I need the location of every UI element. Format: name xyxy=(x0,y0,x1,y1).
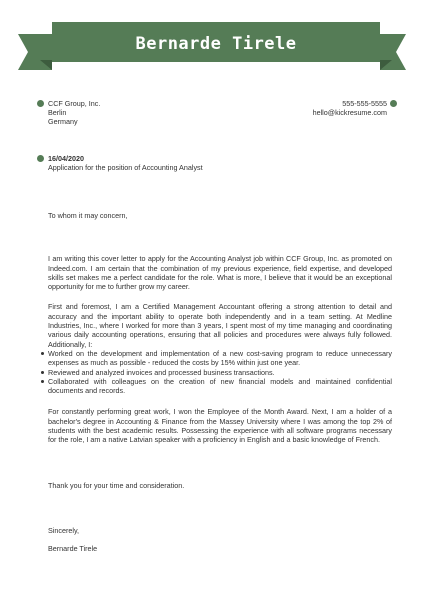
letter-body xyxy=(48,211,392,554)
achievement-list xyxy=(48,349,392,395)
date-bullet-dot xyxy=(37,155,44,162)
date-subject-block xyxy=(48,154,203,172)
sender-country: Germany xyxy=(48,117,78,127)
letter-subject: Application for the position of Accounting Analyst xyxy=(48,163,203,173)
letter-paragraph-1: I am writing this cover letter to apply for the Accounting Analyst job within CCF Group, Inc. as promoted on Indeed.com. I am certain that the combination of my previous experience, field expertise, and developed skills set makes me a perfect candidate for the role. What is more, I believe that it would be an exceptional opportunity for me to further grow my career. xyxy=(48,254,392,292)
sender-address xyxy=(48,99,100,127)
letter-thanks: Thank you for your time and consideration. xyxy=(48,480,185,490)
contact-phone: 555-555-5555 xyxy=(342,99,387,108)
contact-bullet-dot xyxy=(390,100,397,107)
sender-city: Berlin xyxy=(48,108,67,118)
list-item: Worked on the development and implementation of a new cost-saving program to reduce unnecessary expenses as much as possible - reduced the costs by 15% within just one year. xyxy=(48,348,392,368)
contact-email: hello@kickresume.com xyxy=(312,108,387,118)
letter-date: 16/04/2020 xyxy=(48,154,84,163)
letter-paragraph-2: First and foremost, I am a Certified Management Accountant offering a strong attention to detail and accuracy and the important ability to operate both independently and in a team setting. At Medline Industries, Inc., where I worked for more than 3 years, I spent most of my time managing and coordinating various daily accounting operations, ensuring that all policies and procedures were always fully followed. Additionally, I: xyxy=(48,302,392,349)
letter-signature: Bernarde Tirele xyxy=(48,544,98,554)
candidate-name: Bernarde Tirele xyxy=(135,34,297,54)
sender-bullet-dot xyxy=(37,100,44,107)
header-ribbon xyxy=(0,0,424,80)
letter-paragraph-3: For constantly performing great work, I won the Employee of the Month Award. Next, I am a holder of a bachelor's degree in Accounting & Finance from the Massey University where I was among the top 2% of students with the best academic results. Possessing the experience with all software programs necessary for the role, I am a native Latvian speaker with a proficiency in English and a basic knowledge of French. xyxy=(48,407,392,445)
contact-info xyxy=(313,99,387,117)
letter-closing: Sincerely, xyxy=(48,525,80,535)
list-item: Reviewed and analyzed invoices and processed business transactions. xyxy=(48,368,392,377)
sender-company: CCF Group, Inc. xyxy=(48,99,101,108)
list-item: Collaborated with colleagues on the creation of new financial models and maintained confidential documents and records. xyxy=(48,376,392,396)
letter-greeting: To whom it may concern, xyxy=(48,211,128,220)
